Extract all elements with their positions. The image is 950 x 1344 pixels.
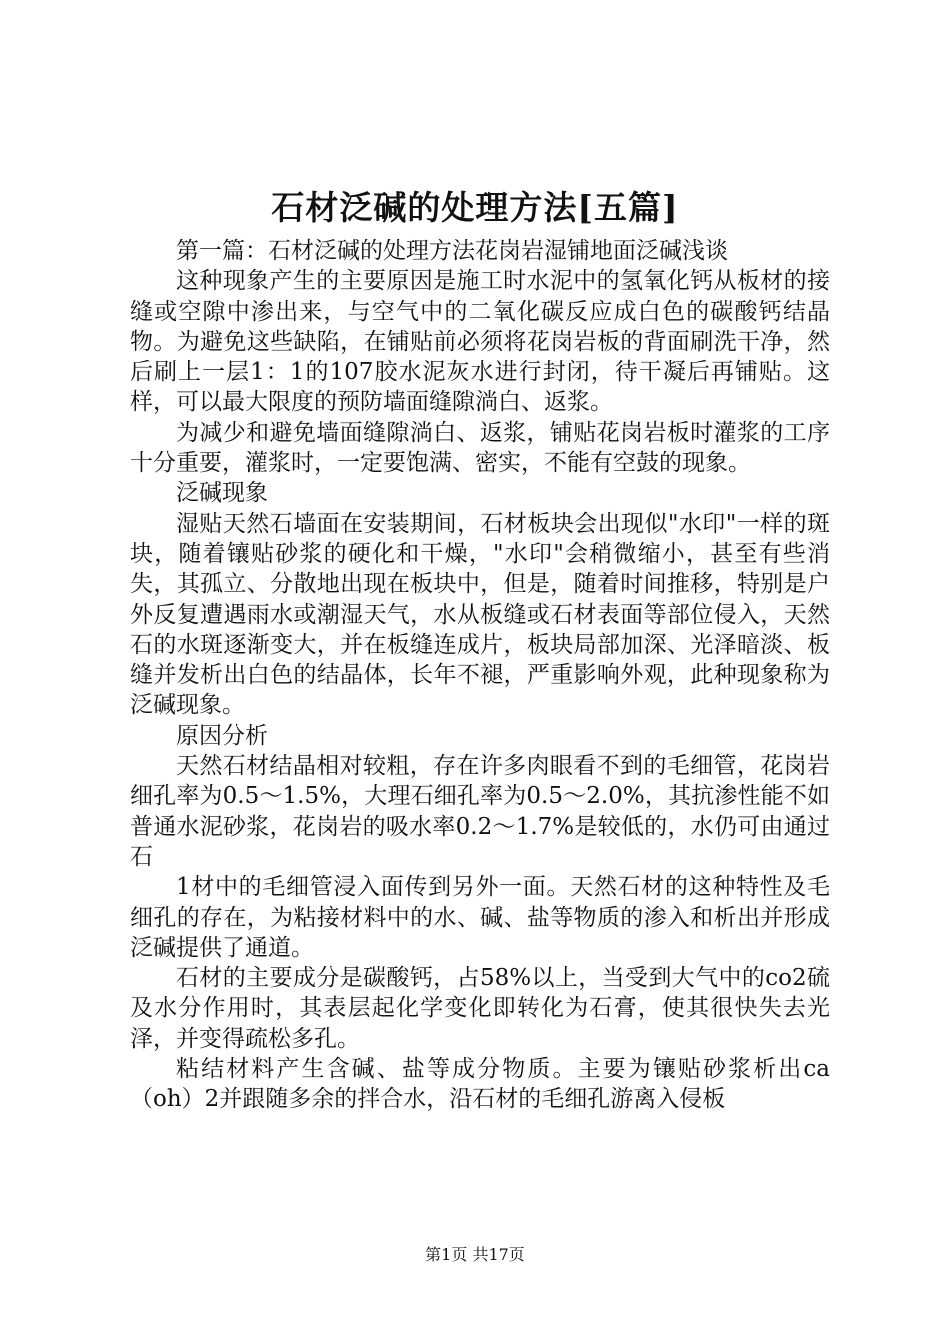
paragraph: 这种现象产生的主要原因是施工时水泥中的氢氧化钙从板材的接缝或空隙中渗出来，与空气中的二氧化碳反应成白色的碳酸钙结晶物。为避免这些缺陷，在铺贴前必须将花岗岩板的背面刷洗干净，然后刷上一层1：1的107胶水泥灰水进行封闭，待干凝后再铺贴。这样，可以最大限度的预防墙面缝隙淌白、返浆。 xyxy=(130,268,830,416)
page-footer: 第1页 共17页 xyxy=(425,1245,525,1264)
paragraph: 第一篇：石材泛碱的处理方法花岗岩湿铺地面泛碱浅谈 xyxy=(176,238,728,264)
paragraph: 石材的主要成分是碳酸钙，占58%以上，当受到大气中的co2硫及水分作用时，其表层起化学变化即转化为石膏，使其很快失去光泽，并变得疏松多孔。 xyxy=(130,965,830,1052)
document-title: 石材泛碱的处理方法[五篇] xyxy=(271,188,679,227)
paragraph: 粘结材料产生含碱、盐等成分物质。主要为镶贴砂浆析出ca（oh）2并跟随多余的拌合水，沿石材的毛细孔游离入侵板 xyxy=(130,1056,830,1113)
document-body xyxy=(130,236,830,1115)
section-heading: 泛碱现象 xyxy=(176,480,268,507)
paragraph: 湿贴天然石墙面在安装期间，石材板块会出现似"水印"一样的斑块，随着镶贴砂浆的硬化和干燥，"水印"会稍微缩小，甚至有些消失，其孤立、分散地出现在板块中，但是，随着时间推移，特别是户外反复遭遇雨水或潮湿天气，水从板缝或石材表面等部位侵入，天然石的水斑逐渐变大，并在板缝连成片，板块局部加深、光泽暗淡、板缝并发析出白色的结晶体，长年不褪，严重影响外观，此种现象称为泛碱现象。 xyxy=(130,510,830,719)
section-heading: 原因分析 xyxy=(176,722,268,749)
paragraph: 天然石材结晶相对较粗，存在许多肉眼看不到的毛细管，花岗岩细孔率为0.5～1.5%，大理石细孔率为0.5～2.0%，其抗渗性能不如普通水泥砂浆，花岗岩的吸水率0.2～1.7%是较低的，水仍可由通过石 xyxy=(130,753,830,870)
paragraph: 为减少和避免墙面缝隙淌白、返浆，铺贴花岗岩板时灌浆的工序十分重要，灌浆时，一定要饱满、密实，不能有空鼓的现象。 xyxy=(130,419,830,477)
paragraph: 1材中的毛细管浸入面传到另外一面。天然石材的这种特性及毛细孔的存在，为粘接材料中的水、碱、盐等物质的渗入和析出并形成泛碱提供了通道。 xyxy=(130,874,830,961)
